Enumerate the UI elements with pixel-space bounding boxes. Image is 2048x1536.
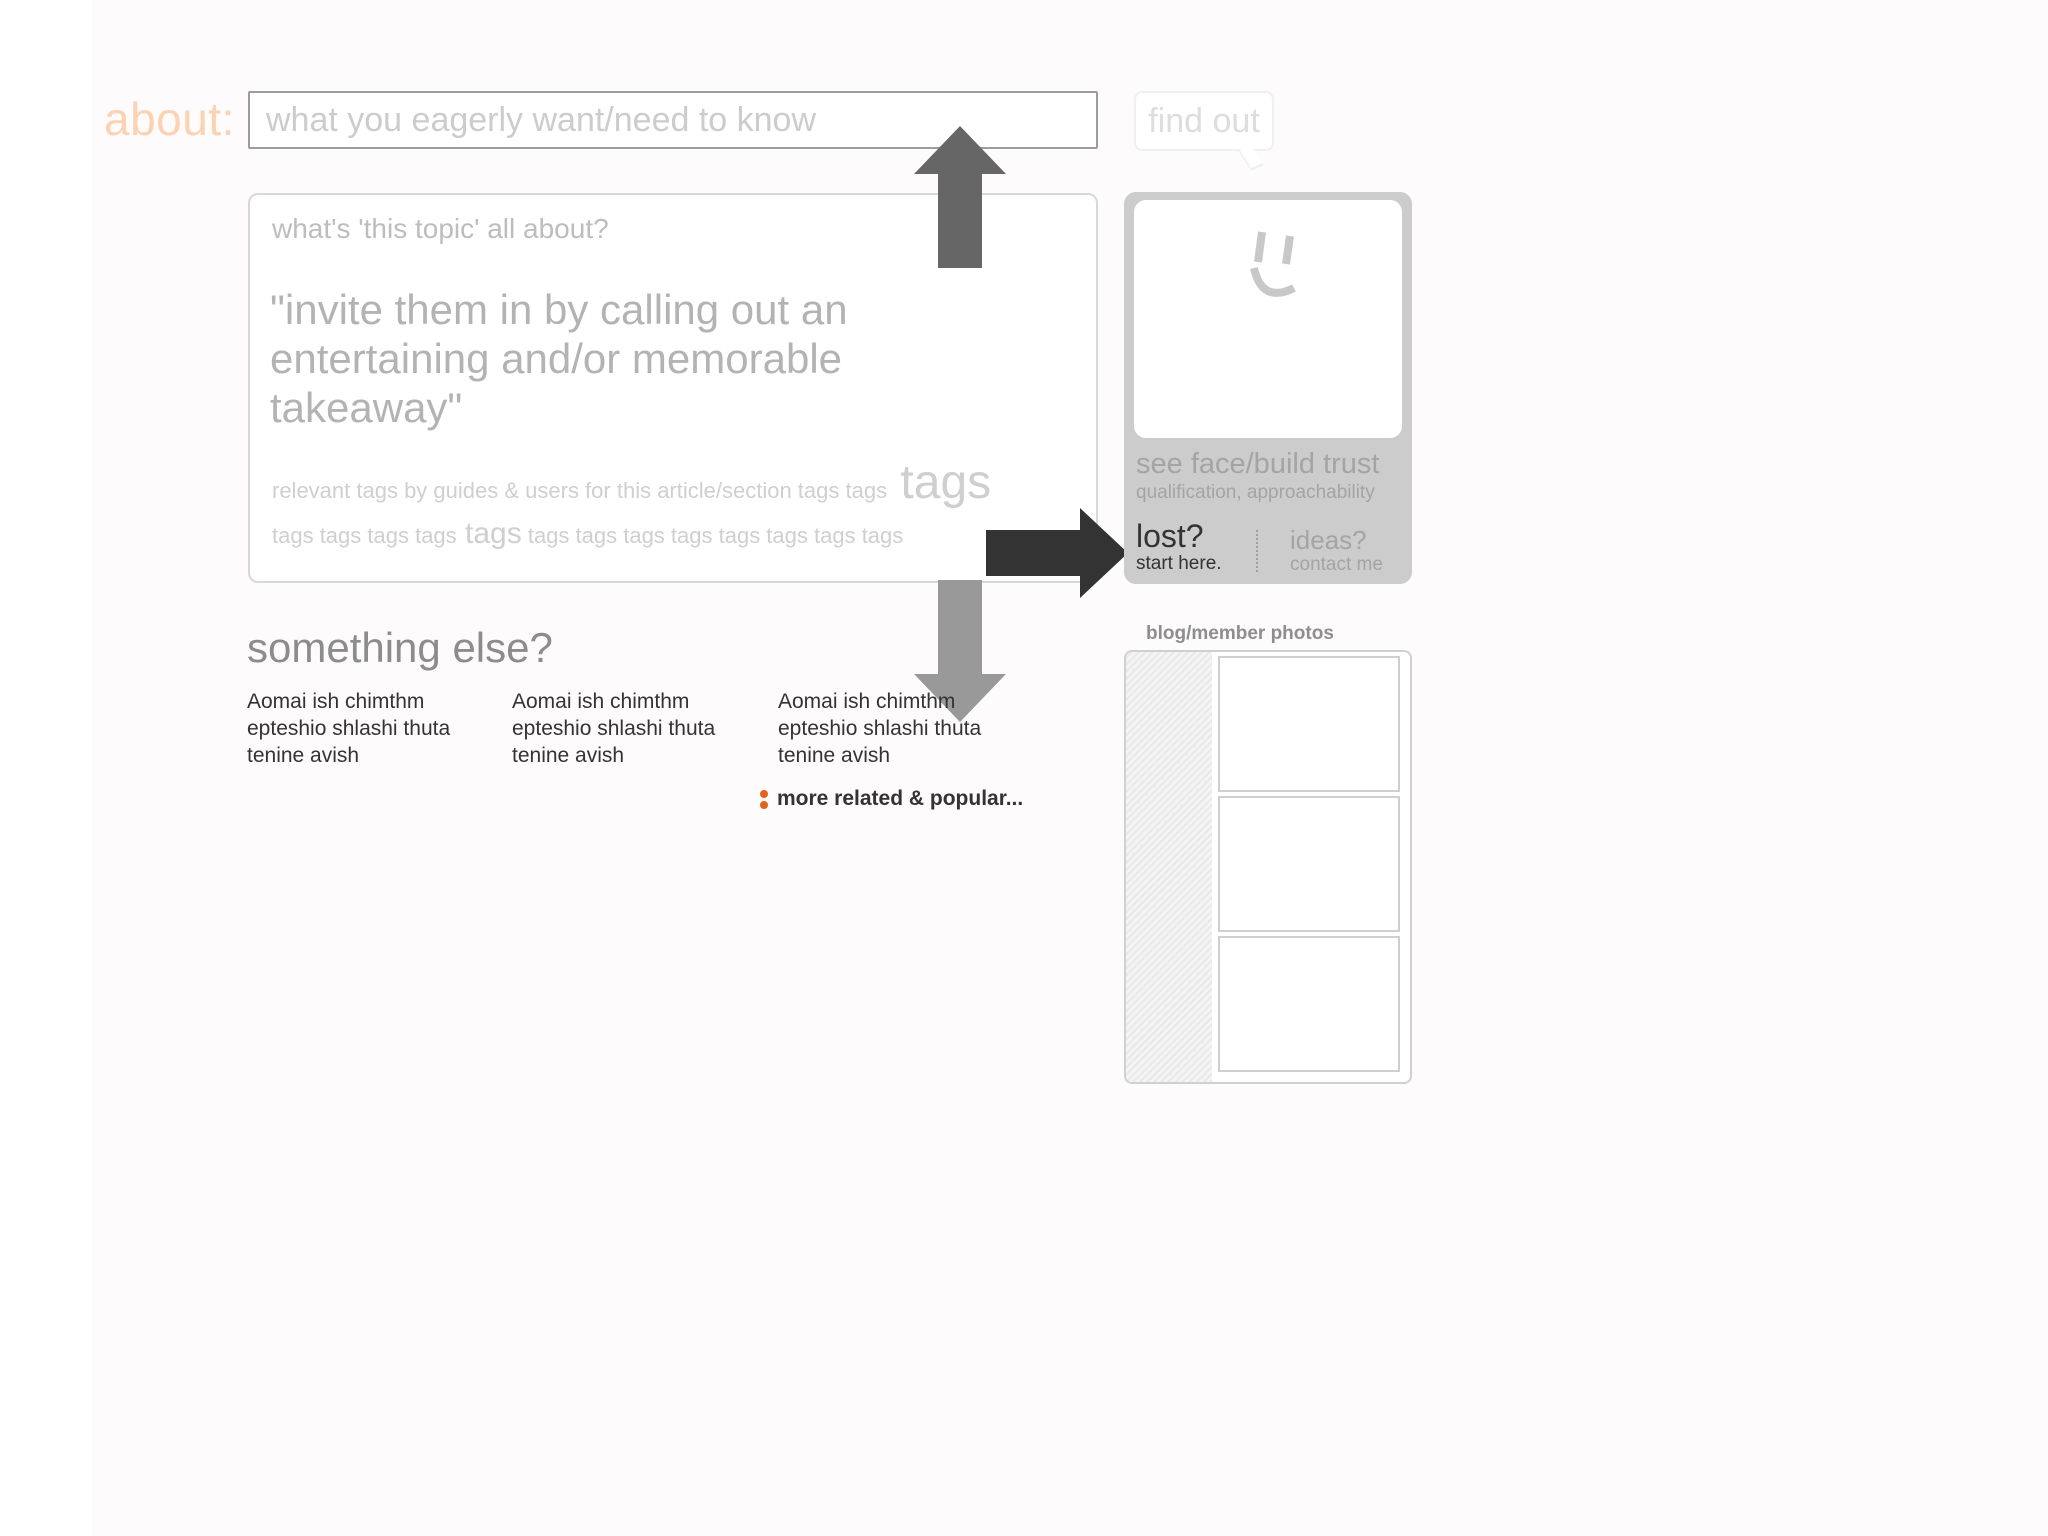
tag-cloud-line (272, 514, 1072, 559)
tag-link[interactable]: tags (456, 517, 522, 550)
ideas-subtitle: contact me (1290, 554, 1383, 575)
tag-link[interactable]: tags tags tags tags tags tags tags tags (521, 523, 904, 548)
tag-cloud (272, 456, 1072, 559)
photo-slot[interactable] (1218, 796, 1400, 932)
arrow-up-icon (912, 124, 1008, 270)
more-related-label: more related & popular... (777, 787, 1024, 811)
tag-cloud-line (272, 456, 1072, 514)
find-out-button[interactable]: find out (1134, 91, 1274, 151)
dots-icon (760, 787, 769, 812)
tag-link[interactable]: tags tags tags tags (272, 523, 457, 548)
topic-question: what's 'this topic' all about? (272, 213, 609, 244)
related-item[interactable]: Aomai ish chimthm epteshio shlashi thuta tenine avish (512, 690, 716, 767)
photo-slot[interactable] (1218, 936, 1400, 1072)
photos-scroll-strip[interactable] (1126, 652, 1212, 1082)
tag-link[interactable]: relevant tags by guides & users for this article/section tags tags (272, 478, 888, 503)
lost-start-here-link[interactable] (1136, 518, 1222, 574)
profile-card (1124, 192, 1412, 584)
related-item[interactable]: Aomai ish chimthm epteshio shlashi thuta tenine avish (247, 690, 451, 767)
photo-slot[interactable] (1218, 656, 1400, 792)
smiley-icon (1242, 220, 1312, 310)
photos-panel (1124, 650, 1412, 1084)
something-else-heading: something else? (247, 624, 553, 671)
profile-subtitle: qualification, approachability (1136, 482, 1375, 503)
tag-link[interactable]: tags (887, 456, 992, 509)
about-label: about: (104, 93, 235, 145)
photos-label: blog/member photos (1146, 623, 1334, 644)
ideas-contact-link[interactable] (1290, 526, 1383, 576)
lost-title: lost? (1136, 518, 1204, 554)
related-item[interactable]: Aomai ish chimthm epteshio shlashi thuta tenine avish (778, 690, 982, 767)
divider (1256, 530, 1258, 572)
ideas-title: ideas? (1290, 525, 1367, 555)
profile-title: see face/build trust (1136, 448, 1380, 480)
more-related-link[interactable] (760, 787, 1023, 812)
avatar (1134, 200, 1402, 438)
lost-subtitle: start here. (1136, 553, 1222, 574)
topic-quote: "invite them in by calling out an entertaining and/or memorable takeaway" (270, 286, 848, 431)
